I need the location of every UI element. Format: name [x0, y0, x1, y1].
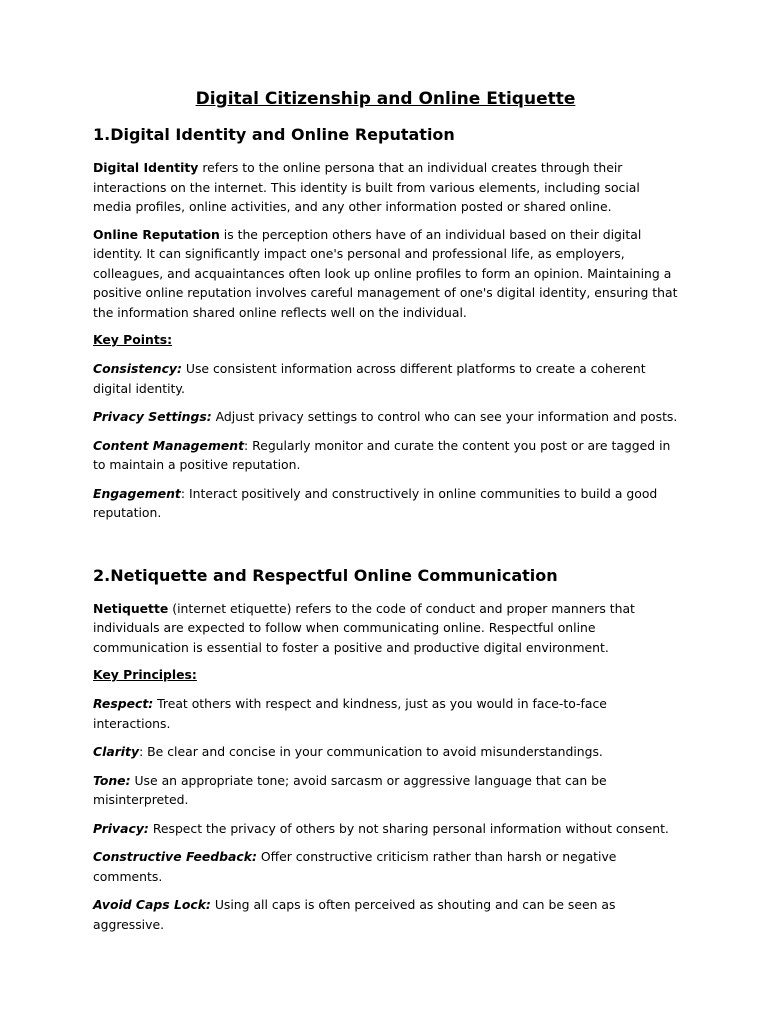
- item-text: Use consistent information across different platforms to create a coherent digital identity.: [93, 361, 646, 396]
- item-text: : Be clear and concise in your communication to avoid misunderstandings.: [139, 744, 603, 759]
- paragraph-online-reputation: [93, 225, 678, 323]
- list-item: [93, 694, 678, 733]
- list-item: [93, 895, 678, 934]
- item-text: Treat others with respect and kindness, just as you would in face-to-face interactions.: [93, 696, 607, 731]
- item-text: Use an appropriate tone; avoid sarcasm or aggressive language that can be misinterpreted.: [93, 772, 607, 807]
- item-text: Adjust privacy settings to control who can see your information and posts.: [211, 409, 678, 424]
- list-item: [93, 359, 678, 398]
- item-text: : Interact positively and constructively in online communities to build a good reputation.: [93, 485, 658, 520]
- paragraph-digital-identity: [93, 158, 678, 217]
- paragraph-text: refers to the online persona that an individual creates through their interactions on the internet. This identity is built from various elements, including social media profiles, online activities, and any other information posted or shared online.: [93, 160, 640, 214]
- section-heading: 2.Netiquette and Respectful Online Communication: [93, 565, 558, 585]
- item-term: Respect:: [93, 696, 154, 711]
- term: Netiquette: [93, 600, 169, 616]
- term: Digital Identity: [93, 160, 199, 175]
- item-text: Respect the privacy of others by not sharing personal information without consent.: [148, 820, 669, 836]
- item-term: Engagement: [93, 485, 181, 501]
- section-digital-identity: [93, 124, 678, 523]
- item-text: : Regularly monitor and curate the content you post or are tagged in to maintain a positive reputation.: [93, 437, 671, 472]
- section-spacer: [93, 532, 678, 565]
- key-principles-label: Key Principles:: [93, 667, 197, 682]
- document-title: Digital Citizenship and Online Etiquette: [195, 89, 576, 109]
- item-term: Tone:: [93, 772, 131, 788]
- item-term: Constructive Feedback:: [93, 849, 257, 864]
- list-item: [93, 771, 678, 810]
- list-item: [93, 819, 678, 839]
- list-item: [93, 436, 678, 475]
- item-term: Consistency:: [93, 361, 182, 376]
- list-item: [93, 407, 678, 427]
- item-text: Offer constructive criticism rather than harsh or negative comments.: [93, 849, 617, 884]
- item-term: Privacy Settings:: [93, 409, 212, 424]
- section-heading: 1.Digital Identity and Online Reputation: [93, 125, 455, 144]
- paragraph-netiquette: [93, 599, 678, 658]
- item-term: Privacy:: [93, 820, 149, 836]
- item-text: Using all caps is often perceived as shouting and can be seen as aggressive.: [93, 897, 616, 932]
- item-term: Content Management: [93, 437, 245, 453]
- list-item: [93, 742, 678, 762]
- paragraph-text: is the perception others have of an individual based on their digital identity. It can significantly impact one's personal and professional life, as employers, colleagues, and acquaintances often look up online profiles to form an opinion. Maintaining a positive online reputation involves careful management of one's digital identity, ensuring that the information shared online reflects well on the individual.: [93, 226, 678, 320]
- term: Online Reputation: [93, 226, 220, 242]
- list-item: [93, 847, 678, 886]
- list-item: [93, 484, 678, 523]
- section-netiquette: [93, 565, 678, 935]
- paragraph-text: (internet etiquette) refers to the code of conduct and proper manners that individuals are expected to follow when communicating online. Respectful online communication is essential to foster a positive and productive digital environment.: [93, 600, 635, 655]
- item-term: Clarity: [93, 744, 140, 759]
- item-term: Avoid Caps Lock:: [93, 897, 211, 912]
- key-points-label: Key Points:: [93, 332, 173, 347]
